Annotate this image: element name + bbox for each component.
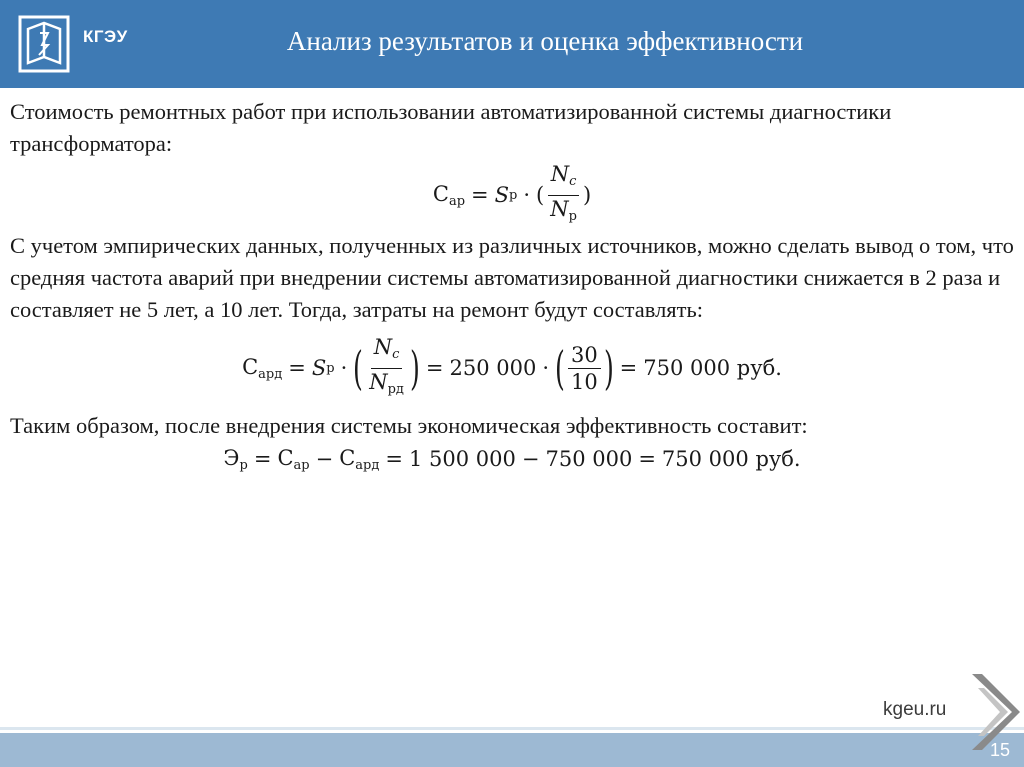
f2-fraction: $\frac{N_c}{N_{рд}}$ [369,334,404,397]
f1-s: S [494,183,510,207]
footer-bar [0,733,1024,767]
formula-1: $С_{ар}$ = S р · ( $\frac{N_c}{N_р}$ ) [10,160,1014,230]
f2-fraction-numeric: $\frac{30}{10}$ [568,342,601,395]
paragraph-2: С учетом эмпирических данных, полученных из различных источников, можно сделать вывод о том, что средняя частота аварий при внедрении системы автоматизированной диагностики снижается в 2 раза и составляет не 5 лет, а 10 лет. Тогда, затраты на ремонт будут составлять: [10,233,1014,322]
kgeu-logo-icon [18,15,70,73]
header-bar [0,0,1024,88]
page-number: 15 [990,740,1011,760]
brand-name: КГЭУ [83,27,128,46]
f1-lhs: $С_{ар}$ [432,181,466,209]
page-title: Анализ результатов и оценка эффективности [286,26,804,56]
formula-2: $С_{ард}$ = S р · ( $\frac{N_c}{N_{рд}}$ ) = 250 000 · ( $\frac{30}{10}$ ) = 750 000 руб. [10,326,1014,410]
f1-fraction: $\frac{N_c}{N_р}$ [547,161,580,230]
slide-content [10,96,1014,476]
paragraph-1: Стоимость ремонтных работ при использовании автоматизированной системы диагностики трансформатора: [10,99,892,156]
footer-divider [0,727,1024,730]
site-url[interactable]: kgeu.ru [883,699,947,720]
f2-result: 750 000 руб. [643,356,782,380]
paragraph-3: Таким образом, после внедрения системы экономическая эффективность составит: [10,413,808,438]
formula-3: $Э_р$ = $С_{ар}$ − $С_{ард}$ = 1 500 000 − 750 000 = 750 000 руб. [223,445,801,473]
f2-lhs: $С_{ард}$ [242,354,283,382]
f3-result: 750 000 руб. [661,447,801,471]
f2-value: 250 000 [449,356,537,380]
